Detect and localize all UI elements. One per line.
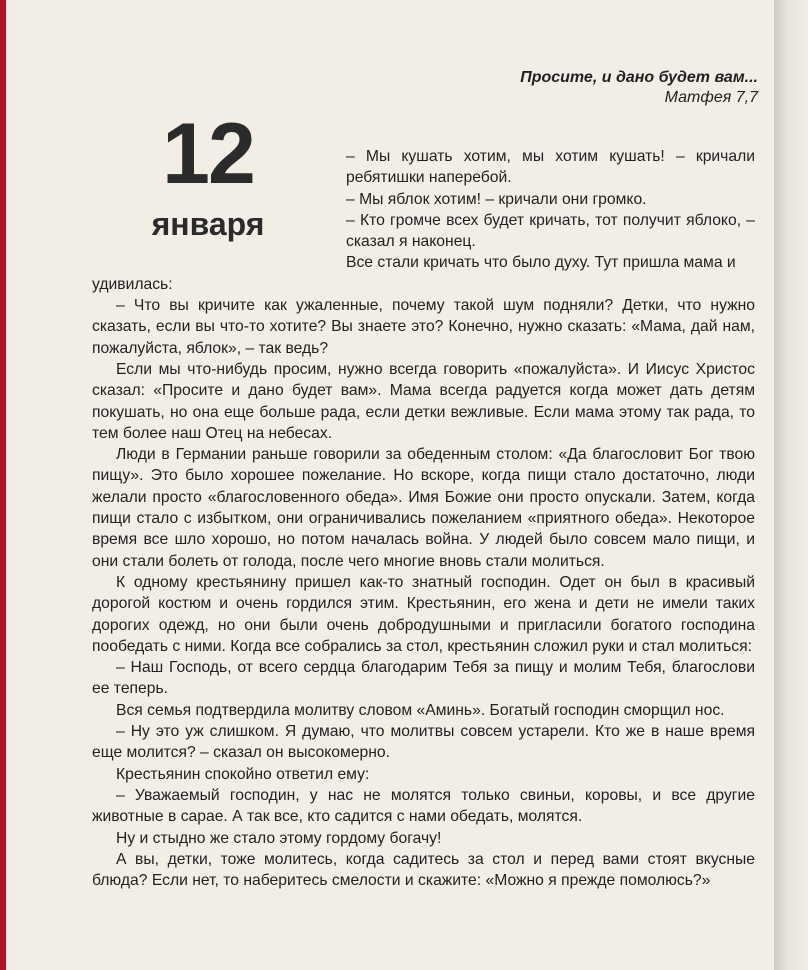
paragraph: удивилась: [92, 275, 173, 293]
page-edge-shadow [774, 0, 808, 970]
paragraph: – Ну это уж слишком. Я думаю, что молитвы совсем устарели. Кто же в наше время еще молится? – сказал он высокомерно. [92, 723, 755, 762]
epigraph [520, 68, 758, 108]
paragraph: Ну и стыдно же стало этому гордому богачу! [116, 829, 442, 847]
epigraph-quote: Просите, и дано будет вам... [520, 69, 758, 86]
date-month: января [151, 206, 265, 242]
paragraph: А вы, детки, тоже молитесь, когда садитесь за стол и перед вами стоят вкусные блюда? Если нет, то наберитесь смелости и скажите: «Можно я прежде помолюсь?» [92, 850, 755, 890]
paragraph: – Уважаемый господин, у нас не молятся только свиньи, коровы, и все другие животные в сарае. А так все, кто садится с нами обедать, молятся. [92, 786, 755, 826]
paragraph: Крестьянин спокойно ответил ему: [116, 765, 370, 783]
intro-line: Все стали кричать что было духу. Тут пришла мама и [346, 254, 736, 272]
epigraph-reference: Матфея 7,7 [664, 89, 758, 106]
book-page [6, 0, 774, 970]
paragraph: Вся семья подтвердила молитву словом «Аминь». Богатый господин сморщил нос. [116, 701, 725, 719]
intro-line: – Кто громче всех будет кричать, тот получит яблоко, – сказал я наконец. [346, 211, 755, 251]
date-day: 12 [162, 106, 254, 202]
paragraph: К одному крестьянину пришел как-то знатный господин. Одет он был в красивый дорогой костюм и очень гордился этим. Крестьянин, его жена и дети не имели таких дорогих одежд, но они были очень добродушными и пригласили богатого господина пообедать с ними. Когда все собрались за стол, крестьянин сложил руки и стал молиться: [92, 573, 755, 655]
intro-block [346, 146, 755, 274]
paragraph: – Что вы кричите как ужаленные, почему такой шум подняли? Детки, что нужно сказать, если вы что-то хотите? Вы знаете это? Конечно, нужно сказать: «Мама, дай нам, пожалуйста, яблок», – так ведь? [92, 297, 755, 357]
paragraph: – Наш Господь, от всего сердца благодарим Тебя за пищу и молим Тебя, благослови ее теперь. [92, 659, 755, 698]
paragraph: Если мы что-нибудь просим, нужно всегда говорить «пожалуйста». И Иисус Христос сказал: «Просите и дано будет вам». Мама всегда радуется когда может дать детям покушать, но она еще больше рада, если детки вежливые. Если мама этому так рада, то тем более наш Отец на небесах. [92, 360, 755, 442]
body-text [92, 146, 755, 891]
paragraph: Люди в Германии раньше говорили за обеденным столом: «Да благословит Бог твою пищу». Это было хорошее пожелание. Но вскоре, когда пищи стало достаточно, люди желали просто «благословенного обеда». Имя Божие они просто опускали. Затем, когда пищи стало с избытком, они ограничивались пожеланием «приятного обеда». Некоторое время все шло хорошо, но потом началась война. У людей было совсем мало пищи, и они стали болеть от голода, после чего многие вновь стали молиться. [92, 446, 755, 570]
intro-line: – Мы яблок хотим! – кричали они громко. [346, 190, 647, 208]
intro-line: – Мы кушать хотим, мы хотим кушать! – кричали ребятишки наперебой. [346, 148, 755, 187]
